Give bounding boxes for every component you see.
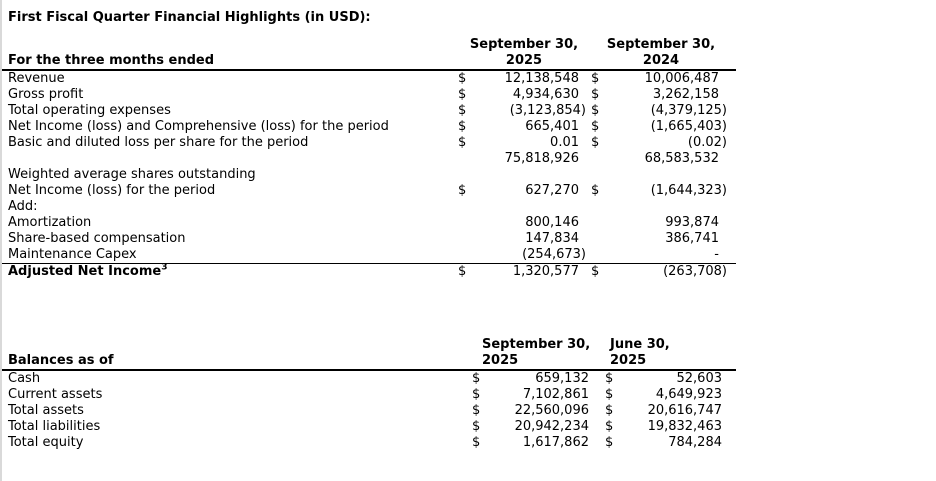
value-sep-30: 1,617,862 bbox=[522, 435, 589, 450]
value-2025: (3,123,854) bbox=[509, 103, 586, 118]
page-title: First Fiscal Quarter Financial Highlights (in USD): bbox=[8, 10, 371, 25]
table-row-maintenance-capex bbox=[2, 247, 736, 264]
dollar-sign bbox=[450, 167, 472, 183]
dollar-sign: $ bbox=[458, 87, 467, 102]
value-jun-30: 20,616,747 bbox=[647, 403, 722, 418]
dollar-sign: $ bbox=[591, 103, 600, 118]
row-label bbox=[2, 151, 450, 167]
value-2025: 12,138,548 bbox=[504, 71, 579, 86]
row-label: Revenue bbox=[8, 71, 65, 86]
column-header-year-line2: 2025 bbox=[610, 353, 647, 368]
dollar-sign bbox=[586, 247, 612, 264]
income-statement-table bbox=[2, 37, 736, 280]
row-label: Amortization bbox=[8, 215, 92, 230]
value-2025: 627,270 bbox=[525, 183, 579, 198]
dollar-sign bbox=[586, 167, 612, 183]
table-header-row bbox=[2, 37, 736, 70]
value-2025 bbox=[472, 199, 586, 215]
row-label: Total equity bbox=[8, 435, 84, 450]
row-label: Gross profit bbox=[8, 87, 84, 102]
dollar-sign: $ bbox=[605, 419, 614, 434]
table-row-weighted-average-shares bbox=[2, 167, 736, 183]
footnote-ref-3: 3 bbox=[161, 262, 168, 273]
row-label bbox=[2, 264, 450, 281]
table-row-total-operating-expenses bbox=[2, 103, 736, 119]
value-2024: - bbox=[612, 247, 736, 264]
value-sep-30: 22,560,096 bbox=[514, 403, 589, 418]
value-2024: (1,644,323) bbox=[650, 183, 727, 198]
column-header-date-line1: June 30, bbox=[610, 337, 670, 352]
row-axis-header: Balances as of bbox=[2, 337, 464, 370]
dollar-sign bbox=[586, 215, 612, 231]
dollar-sign bbox=[586, 151, 612, 167]
table-row-amortization bbox=[2, 215, 736, 231]
dollar-sign bbox=[450, 231, 472, 247]
table-row-gross-profit bbox=[2, 87, 736, 103]
dollar-sign bbox=[450, 151, 472, 167]
value-2025: 147,834 bbox=[525, 231, 579, 246]
column-header-sep-30-2025 bbox=[464, 337, 594, 370]
value-2025: 75,818,926 bbox=[504, 151, 579, 166]
table-row-revenue bbox=[2, 70, 736, 87]
dollar-sign: $ bbox=[472, 435, 481, 450]
column-header-date-line1: September 30, bbox=[469, 37, 579, 52]
value-2024: 10,006,487 bbox=[644, 71, 719, 86]
value-2025: 0.01 bbox=[550, 135, 579, 150]
value-2025: (254,673) bbox=[472, 247, 586, 264]
dollar-sign bbox=[450, 199, 472, 215]
column-header-date-line1: September 30, bbox=[482, 337, 591, 352]
dollar-sign: $ bbox=[458, 264, 467, 279]
dollar-sign: $ bbox=[591, 135, 600, 150]
table-row-net-income-comprehensive bbox=[2, 119, 736, 135]
row-label: Total liabilities bbox=[8, 419, 101, 434]
dollar-sign bbox=[450, 215, 472, 231]
value-jun-30: 4,649,923 bbox=[655, 387, 722, 402]
row-label: Share-based compensation bbox=[8, 231, 186, 246]
table-row-total-equity bbox=[2, 435, 736, 451]
value-2024: 386,741 bbox=[665, 231, 719, 246]
value-jun-30: 52,603 bbox=[676, 371, 722, 386]
value-2024: (1,665,403) bbox=[650, 119, 727, 134]
dollar-sign: $ bbox=[605, 371, 614, 386]
table-row-shares-values bbox=[2, 151, 736, 167]
column-header-year-line2: 2024 bbox=[642, 53, 680, 68]
row-label: Net Income (loss) and Comprehensive (loss) for the period bbox=[8, 119, 389, 134]
dollar-sign: $ bbox=[472, 419, 481, 434]
dollar-sign: $ bbox=[591, 119, 600, 134]
value-2025 bbox=[472, 167, 586, 183]
dollar-sign: $ bbox=[472, 387, 481, 402]
dollar-sign: $ bbox=[591, 183, 600, 198]
dollar-sign: $ bbox=[458, 135, 467, 150]
table-row-total-liabilities bbox=[2, 419, 736, 435]
dollar-sign: $ bbox=[458, 103, 467, 118]
value-2024: 68,583,532 bbox=[644, 151, 719, 166]
row-label: Add: bbox=[8, 199, 38, 214]
value-2024: (0.02) bbox=[687, 135, 727, 150]
dollar-sign: $ bbox=[591, 264, 600, 279]
row-label: Basic and diluted loss per share for the period bbox=[8, 135, 309, 150]
value-2025: 4,934,630 bbox=[512, 87, 579, 102]
value-jun-30: 784,284 bbox=[668, 435, 722, 450]
column-header-year-line2: 2025 bbox=[482, 353, 519, 368]
value-2024 bbox=[612, 199, 736, 215]
value-2025: 665,401 bbox=[525, 119, 579, 134]
value-jun-30: 19,832,463 bbox=[647, 419, 722, 434]
value-2024: 993,874 bbox=[665, 215, 719, 230]
column-header-sep-30-2024 bbox=[586, 37, 736, 70]
balance-sheet-table bbox=[2, 337, 736, 451]
table-row-adjusted-net-income bbox=[2, 264, 736, 281]
dollar-sign bbox=[586, 231, 612, 247]
row-label: Maintenance Capex bbox=[2, 247, 450, 264]
table-row-net-income-period bbox=[2, 183, 736, 199]
table-header-row bbox=[2, 337, 736, 370]
value-2025: 1,320,577 bbox=[512, 264, 579, 279]
row-axis-header: For the three months ended bbox=[2, 37, 450, 70]
value-sep-30: 659,132 bbox=[535, 371, 589, 386]
dollar-sign: $ bbox=[605, 403, 614, 418]
dollar-sign bbox=[450, 247, 472, 264]
column-header-year-line2: 2025 bbox=[505, 53, 543, 68]
dollar-sign: $ bbox=[472, 403, 481, 418]
dollar-sign: $ bbox=[591, 71, 600, 86]
column-header-sep-30-2025 bbox=[450, 37, 586, 70]
table-row-total-assets bbox=[2, 403, 736, 419]
table-row-cash bbox=[2, 370, 736, 387]
table-row-current-assets bbox=[2, 387, 736, 403]
value-2024: (4,379,125) bbox=[650, 103, 727, 118]
dollar-sign: $ bbox=[591, 87, 600, 102]
column-header-jun-30-2025 bbox=[594, 337, 736, 370]
dollar-sign: $ bbox=[458, 119, 467, 134]
row-label: Cash bbox=[8, 371, 41, 386]
dollar-sign: $ bbox=[605, 435, 614, 450]
table-row-share-based-compensation bbox=[2, 231, 736, 247]
dollar-sign bbox=[586, 199, 612, 215]
row-label: Current assets bbox=[8, 387, 103, 402]
dollar-sign: $ bbox=[472, 371, 481, 386]
value-sep-30: 20,942,234 bbox=[514, 419, 589, 434]
value-2025: 800,146 bbox=[525, 215, 579, 230]
column-header-date-line1: September 30, bbox=[606, 37, 716, 52]
row-label: Weighted average shares outstanding bbox=[8, 167, 256, 182]
dollar-sign: $ bbox=[458, 71, 467, 86]
value-2024: 3,262,158 bbox=[652, 87, 719, 102]
dollar-sign: $ bbox=[458, 183, 467, 198]
value-2024 bbox=[612, 167, 736, 183]
table-row-loss-per-share bbox=[2, 135, 736, 151]
dollar-sign: $ bbox=[605, 387, 614, 402]
row-label-text: Adjusted Net Income bbox=[8, 264, 162, 279]
row-label: Net Income (loss) for the period bbox=[8, 183, 216, 198]
row-label: Total operating expenses bbox=[8, 103, 171, 118]
value-2024: (263,708) bbox=[663, 264, 727, 279]
value-sep-30: 7,102,861 bbox=[522, 387, 589, 402]
row-label: Total assets bbox=[8, 403, 84, 418]
table-row-add bbox=[2, 199, 736, 215]
